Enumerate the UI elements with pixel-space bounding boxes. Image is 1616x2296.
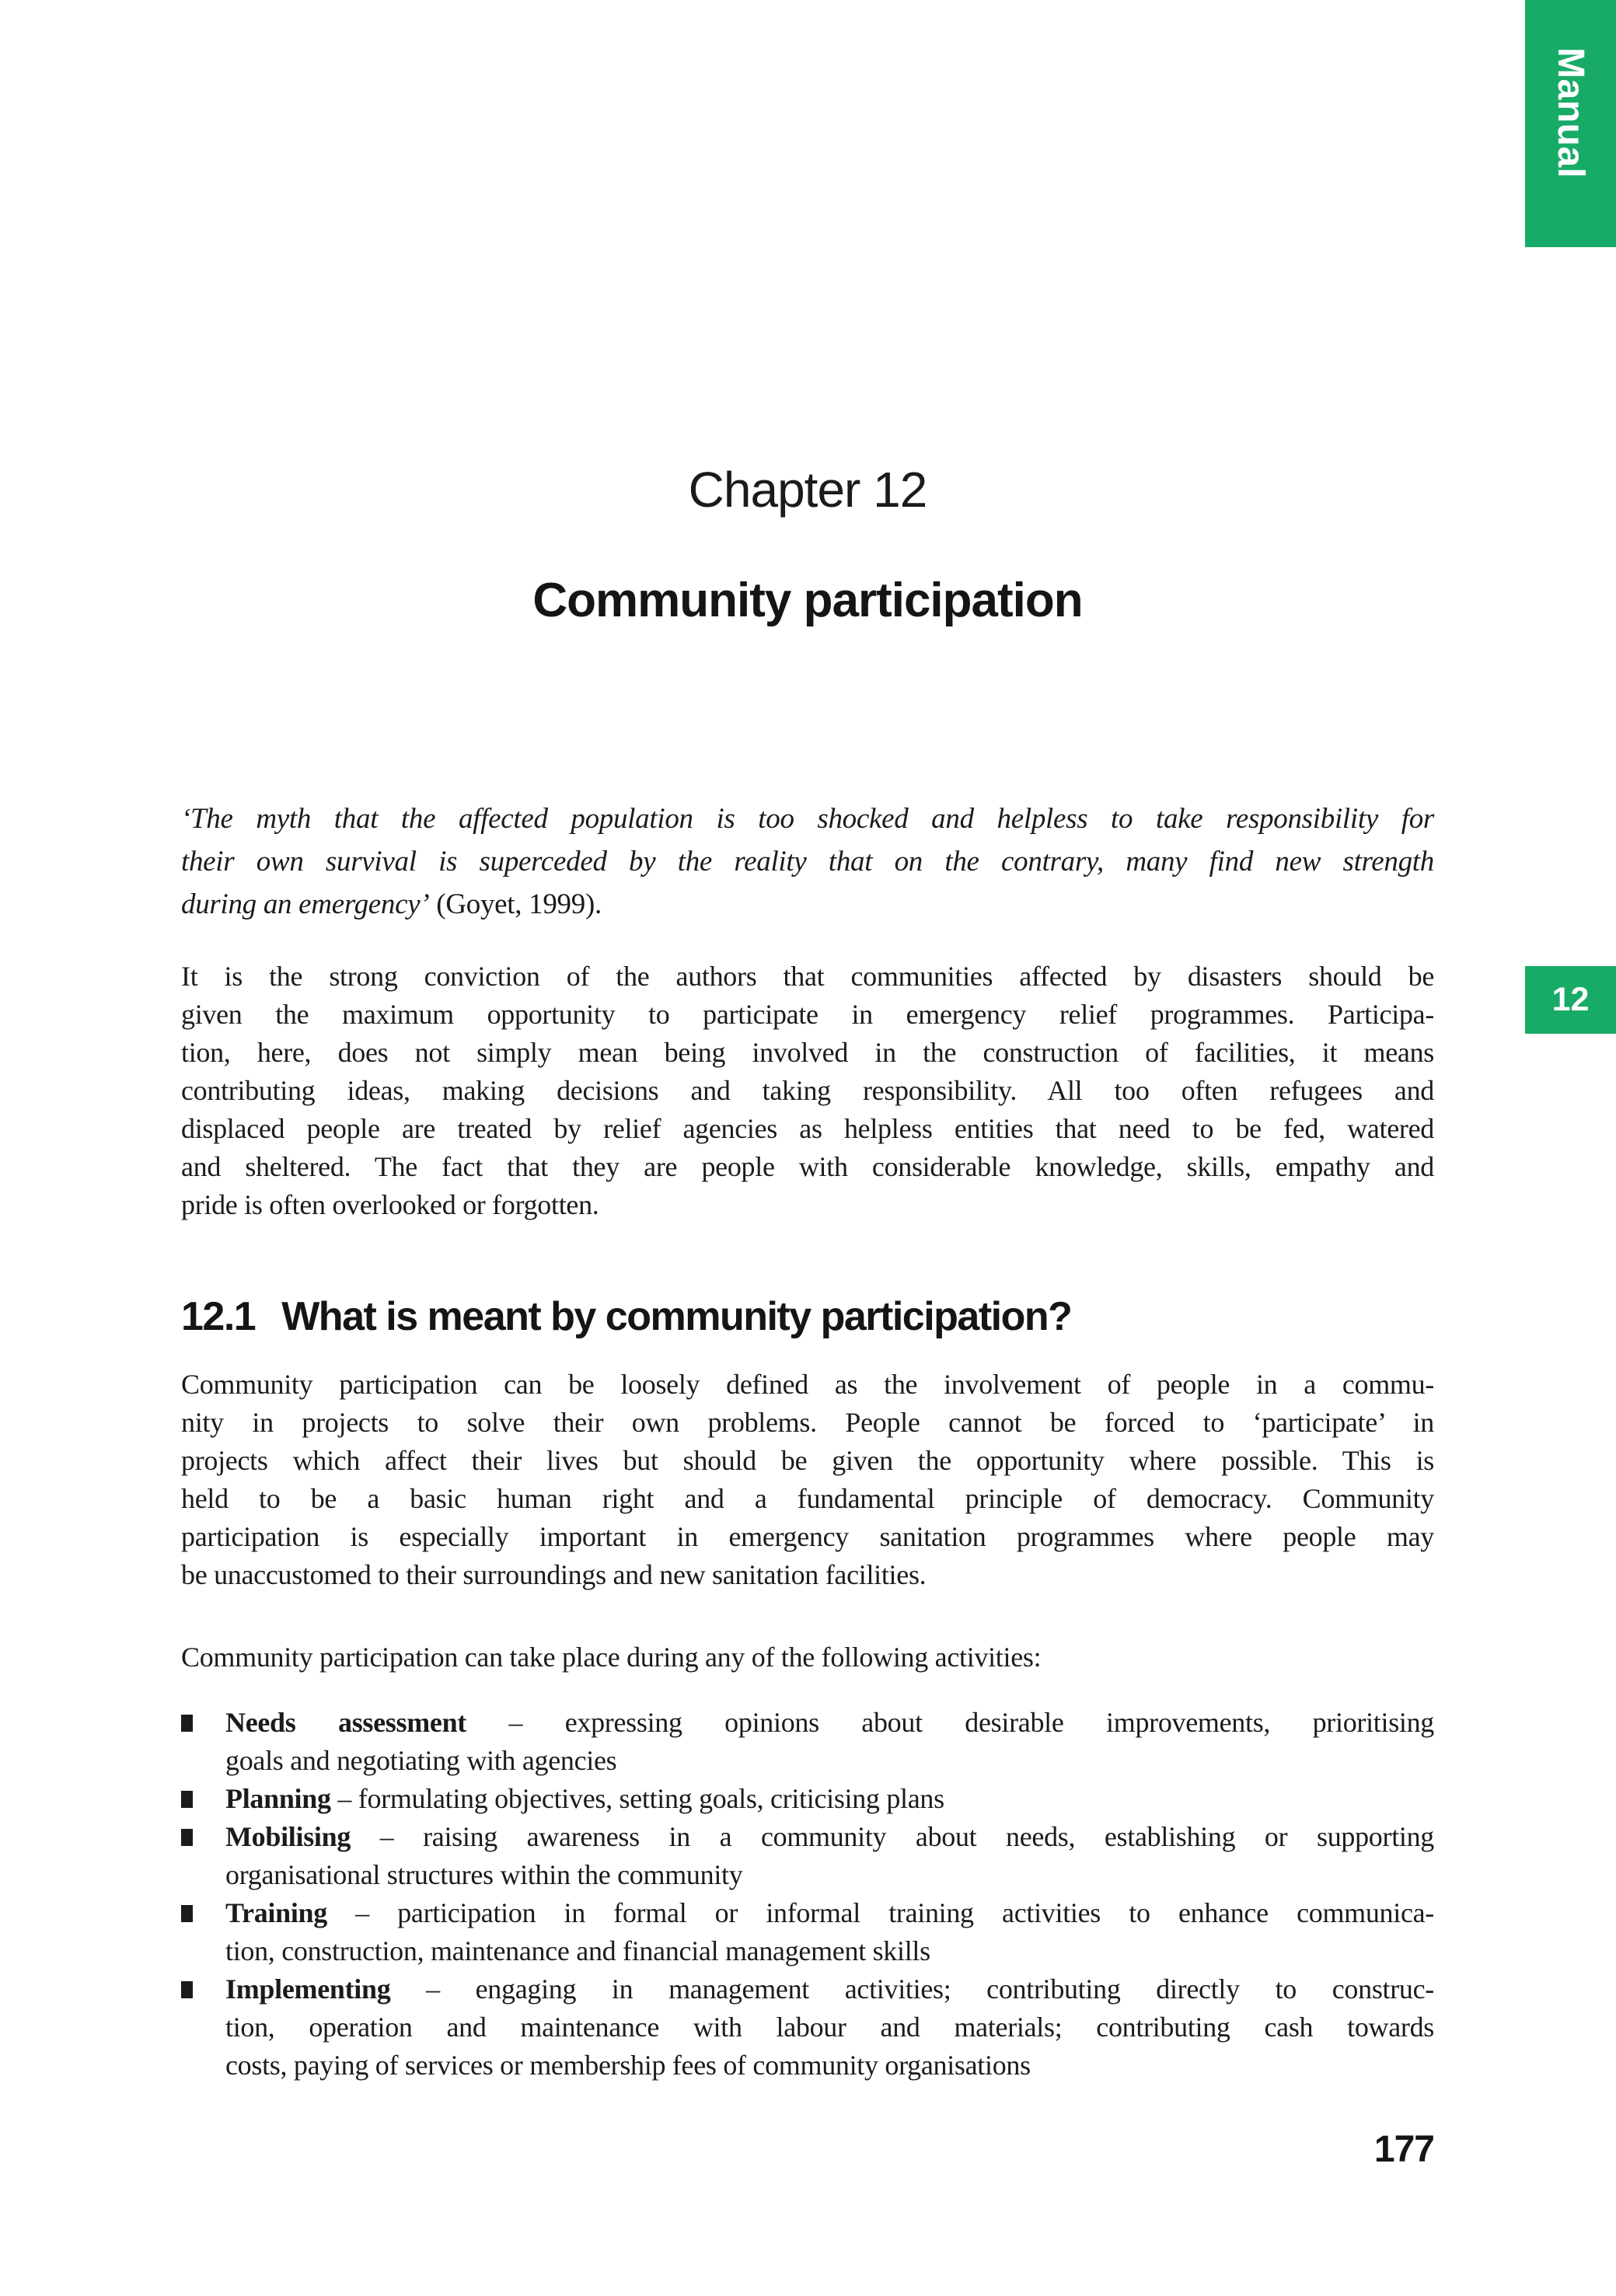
bullet-description: – raising awareness in a community about needs, establishing or supporting: [351, 1821, 1434, 1852]
activities-bullet-list: [181, 1704, 1434, 2085]
list-item: [181, 1818, 1434, 1894]
text-line: displaced people are treated by relief agencies as helpless entities that need to be fed, watered: [181, 1113, 1434, 1144]
text-line: Community participation can be loosely defined as the involvement of people in a commu-: [181, 1369, 1434, 1400]
bullet-term: Implementing: [225, 1973, 391, 2005]
quote-line-text: during an emergency’: [181, 888, 430, 920]
text-line: goals and negotiating with agencies: [225, 1745, 617, 1776]
list-item: [181, 1894, 1434, 1970]
text-line: [225, 1894, 1434, 1932]
chapter-12-side-tab-label: 12: [1551, 981, 1590, 1018]
list-item: [181, 1704, 1434, 1780]
bullet-description: – participation in formal or informal training activities to enhance communica-: [326, 1897, 1434, 1928]
text-line: and sheltered. The fact that they are people with considerable knowledge, skills, empathy and: [181, 1151, 1434, 1182]
text-line: [225, 1970, 1434, 2008]
bullet-term: Planning: [225, 1783, 331, 1814]
section-number: 12.1: [181, 1294, 256, 1339]
section-heading: [181, 1296, 1434, 1337]
text-line: nity in projects to solve their own problems. People cannot be forced to ‘participate’ in: [181, 1407, 1434, 1438]
text-line: tion, operation and maintenance with labour and materials; contributing cash towards: [225, 2012, 1434, 2043]
bullet-description: – expressing opinions about desirable improvements, prioritising: [466, 1707, 1435, 1738]
quote-line: [181, 797, 1434, 840]
text-line: organisational structures within the community: [225, 1859, 743, 1890]
text-line: Community participation can take place during any of the following activities:: [181, 1642, 1042, 1673]
chapter-title: Community participation: [532, 574, 1083, 627]
text-line: given the maximum opportunity to participate in emergency relief programmes. Participa-: [181, 999, 1434, 1030]
square-bullet-icon: [181, 1715, 193, 1732]
text-line: participation is especially important in emergency sanitation programmes where people may: [181, 1521, 1434, 1552]
list-item: [181, 1780, 1434, 1818]
text-line: [225, 1780, 1434, 1818]
quote-line-text: ‘The myth that the affected population is too shocked and helpless to take responsibility for: [181, 803, 1434, 835]
text-line: [225, 1818, 1434, 1856]
square-bullet-icon: [181, 1791, 193, 1808]
paragraph-definition: [181, 1366, 1434, 1594]
text-line: contributing ideas, making decisions and taking responsibility. All too often refugees and: [181, 1075, 1434, 1106]
text-line: pride is often overlooked or forgotten.: [181, 1189, 599, 1220]
bullet-description: – engaging in management activities; contributing directly to construc-: [390, 1973, 1434, 2005]
bullet-description: – formulating objectives, setting goals, criticising plans: [330, 1783, 944, 1814]
bullet-term: Training: [225, 1897, 327, 1928]
text-line: tion, here, does not simply mean being involved in the construction of facilities, it means: [181, 1037, 1434, 1068]
text-line: tion, construction, maintenance and financial management skills: [225, 1935, 930, 1966]
chapter-12-side-tab: [1525, 966, 1616, 1034]
text-line: be unaccustomed to their surroundings and new sanitation facilities.: [181, 1559, 927, 1590]
text-line: costs, paying of services or membership fees of community organisations: [225, 2050, 1031, 2081]
quote-attribution: (Goyet, 1999).: [429, 888, 602, 920]
square-bullet-icon: [181, 1829, 193, 1846]
square-bullet-icon: [181, 1905, 193, 1922]
paragraph-conviction: [181, 958, 1434, 1224]
bullet-term: Mobilising: [225, 1821, 351, 1852]
square-bullet-icon: [181, 1981, 193, 1998]
quote-line: [181, 883, 1434, 926]
bullet-term: Needs assessment: [225, 1707, 466, 1738]
text-line: It is the strong conviction of the authors that communities affected by disasters should be: [181, 961, 1434, 992]
text-line: [225, 1704, 1434, 1742]
paragraph-activities-intro: [181, 1638, 1434, 1677]
quote-line-text: their own survival is superceded by the reality that on the contrary, many find new strength: [181, 846, 1434, 878]
chapter-number-heading: Chapter 12: [688, 462, 927, 518]
opening-quote: [181, 797, 1434, 926]
manual-side-tab: [1525, 0, 1616, 247]
text-line: projects which affect their lives but should be given the opportunity where possible. This is: [181, 1445, 1434, 1476]
section-title: What is meant by community participation?: [281, 1294, 1072, 1339]
text-line: held to be a basic human right and a fundamental principle of democracy. Community: [181, 1483, 1434, 1514]
quote-line: [181, 840, 1434, 883]
page-number: 177: [1373, 2129, 1434, 2170]
manual-side-tab-label: Manual: [1550, 47, 1591, 179]
list-item: [181, 1970, 1434, 2085]
